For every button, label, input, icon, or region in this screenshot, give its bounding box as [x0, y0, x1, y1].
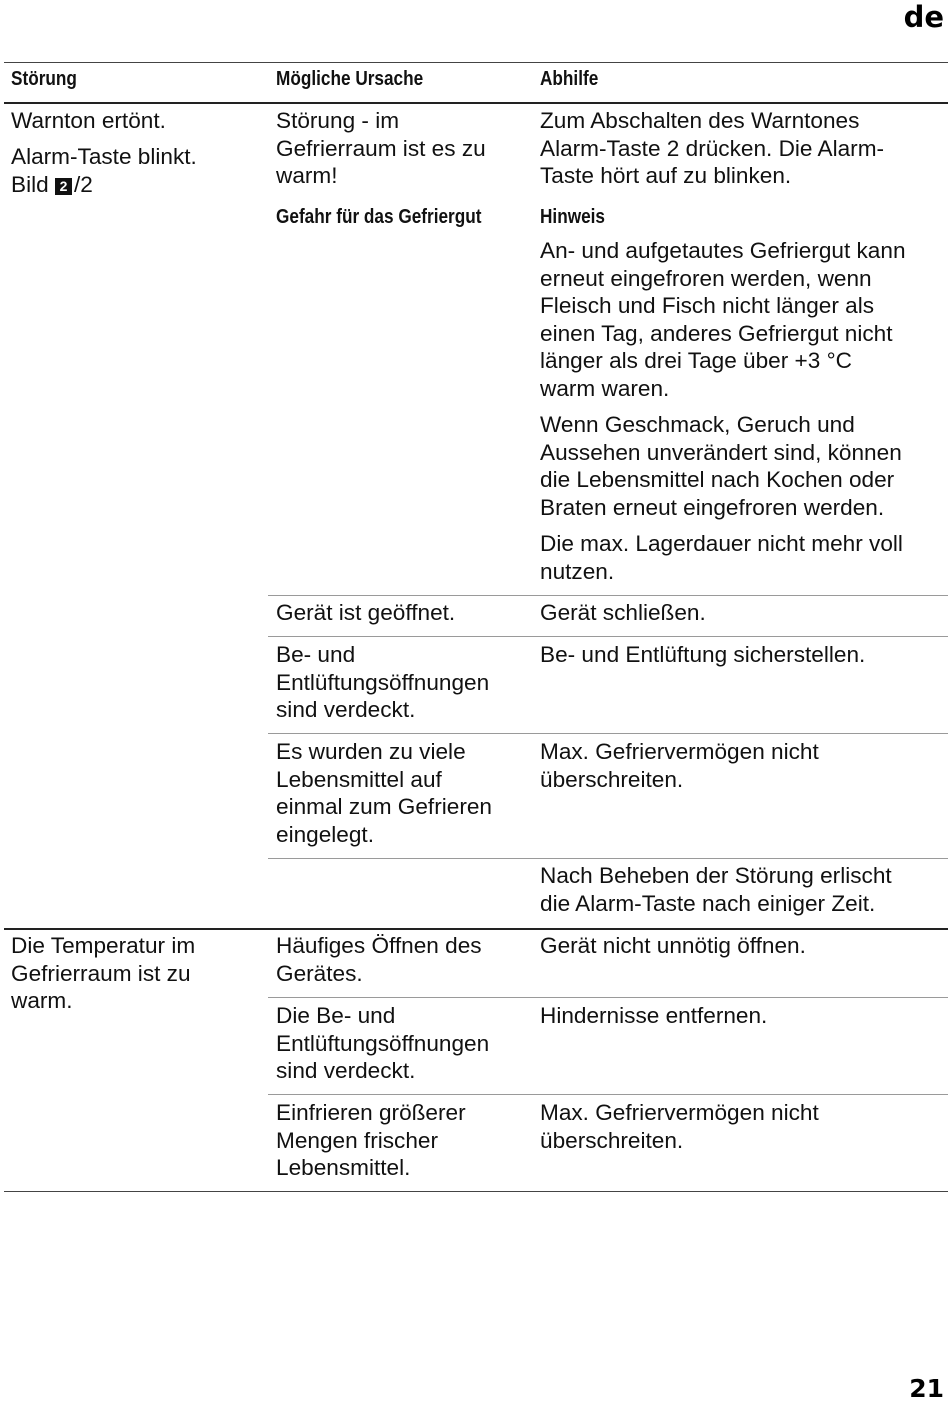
- remedy-avoid-opening: Gerät nicht unnötig öffnen.: [540, 933, 806, 958]
- note-heading: Hinweis: [540, 206, 605, 228]
- cause-too-warm: Störung - im Gefrierraum ist es zu warm!: [276, 108, 486, 189]
- fault-alarm-text: Alarm-Taste blinkt.: [11, 144, 197, 169]
- cause-vents-covered: Be- und Entlüftungsöffnungen sind verdeckt.: [276, 642, 490, 723]
- remedy-alarm-resets: Nach Beheben der Störung erlischt die Alarm-Taste nach einiger Zeit.: [540, 863, 892, 916]
- remedy-remove-obstacles: Hindernisse entfernen.: [540, 1003, 768, 1028]
- header-cause: Mögliche Ursache: [276, 68, 424, 90]
- row-divider: [268, 1094, 948, 1095]
- note-paragraph: Wenn Geschmack, Geruch und Aussehen unverändert sind, können die Lebensmittel nach Kochen oder Braten erneut eingefroren werden.: [540, 412, 902, 520]
- figure-label: Bild: [11, 171, 49, 197]
- table-bottom-rule: [4, 1191, 948, 1192]
- page-number: 21: [909, 1374, 944, 1403]
- fault-freezer-too-warm: Die Temperatur im Gefrierraum ist zu warm.: [11, 933, 196, 1014]
- remedy-freezing-capacity: Max. Gefriervermögen nicht überschreiten.: [540, 1100, 819, 1153]
- row-divider: [268, 636, 948, 637]
- header-remedy: Abhilfe: [540, 68, 599, 90]
- remedy-ensure-ventilation: Be- und Entlüftung sicherstellen.: [540, 642, 866, 667]
- fault-warning-tone: Warnton ertönt.: [11, 108, 166, 133]
- figure-number-box: 2: [55, 178, 72, 195]
- cause-frequent-opening: Häufiges Öffnen des Gerätes.: [276, 933, 482, 986]
- cause-large-quantities: Einfrieren größerer Mengen frischer Lebensmittel.: [276, 1100, 466, 1181]
- figure-suffix: /2: [73, 171, 93, 197]
- row-divider: [268, 858, 948, 859]
- danger-heading: Gefahr für das Gefriergut: [276, 206, 482, 228]
- row-divider: [268, 595, 948, 596]
- remedy-close-door: Gerät schließen.: [540, 600, 706, 625]
- row-divider: [268, 997, 948, 998]
- header-fault: Störung: [11, 68, 77, 90]
- row-divider: [268, 733, 948, 734]
- fault-alarm-button: [11, 143, 256, 198]
- note-paragraph: Die max. Lagerdauer nicht mehr voll nutzen.: [540, 531, 903, 584]
- cause-door-open: Gerät ist geöffnet.: [276, 600, 456, 625]
- note-paragraph: An- und aufgetautes Gefriergut kann erneut eingefroren werden, wenn Fleisch und Fisch nicht länger als einen Tag, anderes Gefriergut nicht länger als drei Tage über +3 °C warm waren.: [540, 238, 906, 401]
- header-bottom-rule: [4, 102, 948, 104]
- cause-vents-covered: Die Be- und Entlüftungsöffnungen sind verdeckt.: [276, 1003, 490, 1084]
- section-divider: [4, 928, 948, 930]
- remedy-turn-off-alarm: Zum Abschalten des Warntones Alarm-Taste 2 drücken. Die Alarm- Taste hört auf zu blinken.: [540, 108, 885, 189]
- language-code: de: [903, 0, 944, 34]
- remedy-freezing-capacity: Max. Gefriervermögen nicht überschreiten.: [540, 739, 819, 792]
- table-top-rule: [4, 62, 948, 63]
- cause-too-much-food: Es wurden zu viele Lebensmittel auf einmal zum Gefrieren eingelegt.: [276, 739, 492, 847]
